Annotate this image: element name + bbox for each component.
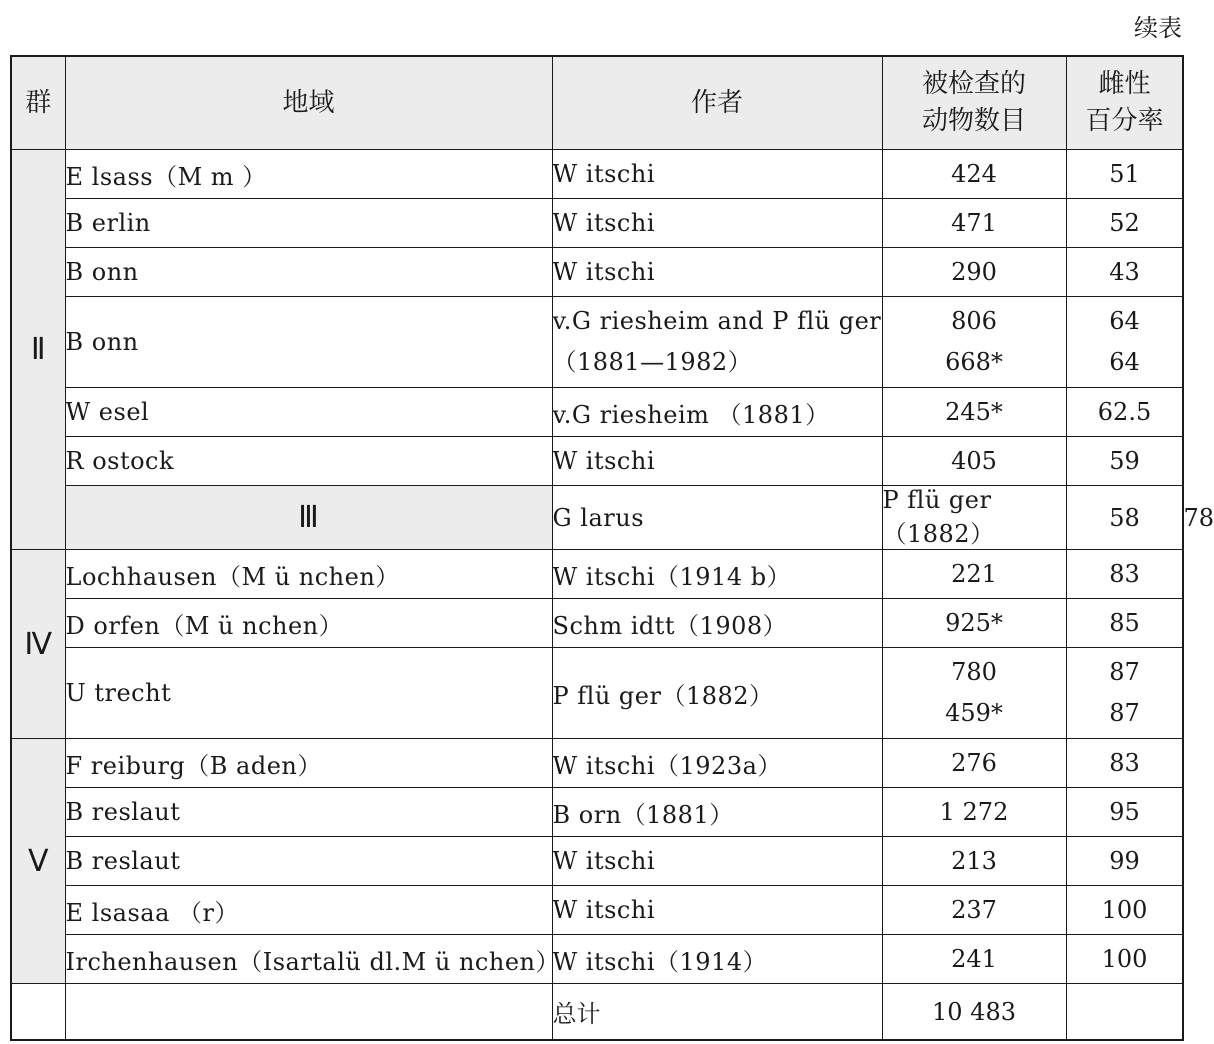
group-label: Ⅱ <box>11 150 65 550</box>
table-row <box>11 199 1183 248</box>
pct-cell: 100 <box>1066 935 1183 984</box>
table-row <box>11 550 1183 599</box>
pct-line1: 64 <box>1109 307 1140 335</box>
count-cell: 276 <box>882 739 1066 788</box>
region-cell: B reslaut <box>65 837 552 886</box>
region-cell: Lochhausen（M ü nchen） <box>65 550 552 599</box>
header-count-line1: 被检查的 <box>921 69 1026 99</box>
header-count <box>882 56 1066 150</box>
author-cell: W itschi（1914 b） <box>552 550 882 599</box>
data-table <box>10 55 1214 1041</box>
continued-label: 续表 <box>1134 14 1182 42</box>
count-cell: 925* <box>882 599 1066 648</box>
author-cell: W itschi（1923a） <box>552 739 882 788</box>
pct-cell: 62.5 <box>1066 388 1183 437</box>
table-row <box>11 739 1183 788</box>
author-cell: Schm idtt（1908） <box>552 599 882 648</box>
pct-cell: 85 <box>1066 599 1183 648</box>
author-cell: W itschi <box>552 150 882 199</box>
pct-cell: 51 <box>1066 150 1183 199</box>
region-cell: F reiburg（B aden） <box>65 739 552 788</box>
table-row <box>11 388 1183 437</box>
pct-line2: 64 <box>1109 348 1140 376</box>
total-empty-group <box>11 984 65 1041</box>
pct-cell <box>1066 648 1183 739</box>
table-row <box>11 648 1183 739</box>
region-cell: B onn <box>65 297 552 388</box>
pct-cell <box>1066 297 1183 388</box>
count-cell: 424 <box>882 150 1066 199</box>
table-row <box>11 437 1183 486</box>
count-cell: 471 <box>882 199 1066 248</box>
total-count: 10 483 <box>882 984 1066 1041</box>
pct-cell: 99 <box>1066 837 1183 886</box>
total-label: 总计 <box>552 984 882 1041</box>
count-cell <box>882 297 1066 388</box>
count-cell: 245* <box>882 388 1066 437</box>
pct-cell: 83 <box>1066 550 1183 599</box>
count-line1: 780 <box>951 658 997 686</box>
total-empty-pct <box>1066 984 1183 1041</box>
author-cell: W itschi <box>552 199 882 248</box>
table-row <box>11 886 1183 935</box>
table-row <box>11 788 1183 837</box>
count-cell: 290 <box>882 248 1066 297</box>
region-cell: E lsasaa （r） <box>65 886 552 935</box>
header-pct-line1: 雌性 <box>1098 69 1151 99</box>
table-row <box>11 248 1183 297</box>
author-cell: W itschi <box>552 437 882 486</box>
pct-cell: 59 <box>1066 437 1183 486</box>
count-cell: 221 <box>882 550 1066 599</box>
header-pct-line2: 百分率 <box>1085 106 1164 136</box>
header-region: 地域 <box>65 56 552 150</box>
count-cell: 58 <box>1066 486 1183 550</box>
total-empty-region <box>65 984 552 1041</box>
table-row <box>11 150 1183 199</box>
region-cell: R ostock <box>65 437 552 486</box>
table-row <box>11 935 1183 984</box>
pct-cell: 52 <box>1066 199 1183 248</box>
table-row <box>11 837 1183 886</box>
count-cell: 405 <box>882 437 1066 486</box>
region-cell: B onn <box>65 248 552 297</box>
author-line1: v.G riesheim and P flü ger <box>552 307 882 335</box>
count-line2: 668* <box>945 348 1003 376</box>
author-cell: P flü ger（1882） <box>882 486 1066 550</box>
total-row <box>11 984 1183 1041</box>
pct-line2: 87 <box>1109 699 1140 727</box>
region-cell: W esel <box>65 388 552 437</box>
author-cell: W itschi <box>552 837 882 886</box>
author-cell: P flü ger（1882） <box>552 648 882 739</box>
header-author: 作者 <box>552 56 882 150</box>
pct-cell: 83 <box>1066 739 1183 788</box>
header-count-line2: 动物数目 <box>921 106 1026 136</box>
author-cell: W itschi <box>552 886 882 935</box>
header-pct <box>1066 56 1183 150</box>
header-group: 群 <box>11 56 65 150</box>
region-cell: G larus <box>552 486 882 550</box>
author-cell <box>552 297 882 388</box>
region-cell: Irchenhausen（Isartalü dl.M ü nchen） <box>65 935 552 984</box>
count-cell: 237 <box>882 886 1066 935</box>
count-cell: 213 <box>882 837 1066 886</box>
group-label: Ⅴ <box>11 739 65 984</box>
pct-line1: 87 <box>1109 658 1140 686</box>
table-row: Ⅲ G larus P flü ger（1882） 58 78 <box>11 486 1183 550</box>
count-line2: 459* <box>945 699 1003 727</box>
author-cell: B orn（1881） <box>552 788 882 837</box>
group-label: Ⅳ <box>11 550 65 739</box>
count-cell: 1 272 <box>882 788 1066 837</box>
header-row <box>11 56 1183 150</box>
count-line1: 806 <box>951 307 997 335</box>
region-cell: U trecht <box>65 648 552 739</box>
group-label: Ⅲ <box>65 486 552 550</box>
region-cell: E lsass（M m ） <box>65 150 552 199</box>
count-cell <box>882 648 1066 739</box>
region-cell: D orfen（M ü nchen） <box>65 599 552 648</box>
pct-cell: 95 <box>1066 788 1183 837</box>
region-cell: B erlin <box>65 199 552 248</box>
author-cell: W itschi <box>552 248 882 297</box>
table-row <box>11 297 1183 388</box>
pct-cell: 100 <box>1066 886 1183 935</box>
author-line2: （1881—1982） <box>552 348 753 376</box>
pct-cell: 43 <box>1066 248 1183 297</box>
region-cell: B reslaut <box>65 788 552 837</box>
count-cell: 241 <box>882 935 1066 984</box>
author-cell: v.G riesheim （1881） <box>552 388 882 437</box>
table-row <box>11 599 1183 648</box>
author-cell: W itschi（1914） <box>552 935 882 984</box>
